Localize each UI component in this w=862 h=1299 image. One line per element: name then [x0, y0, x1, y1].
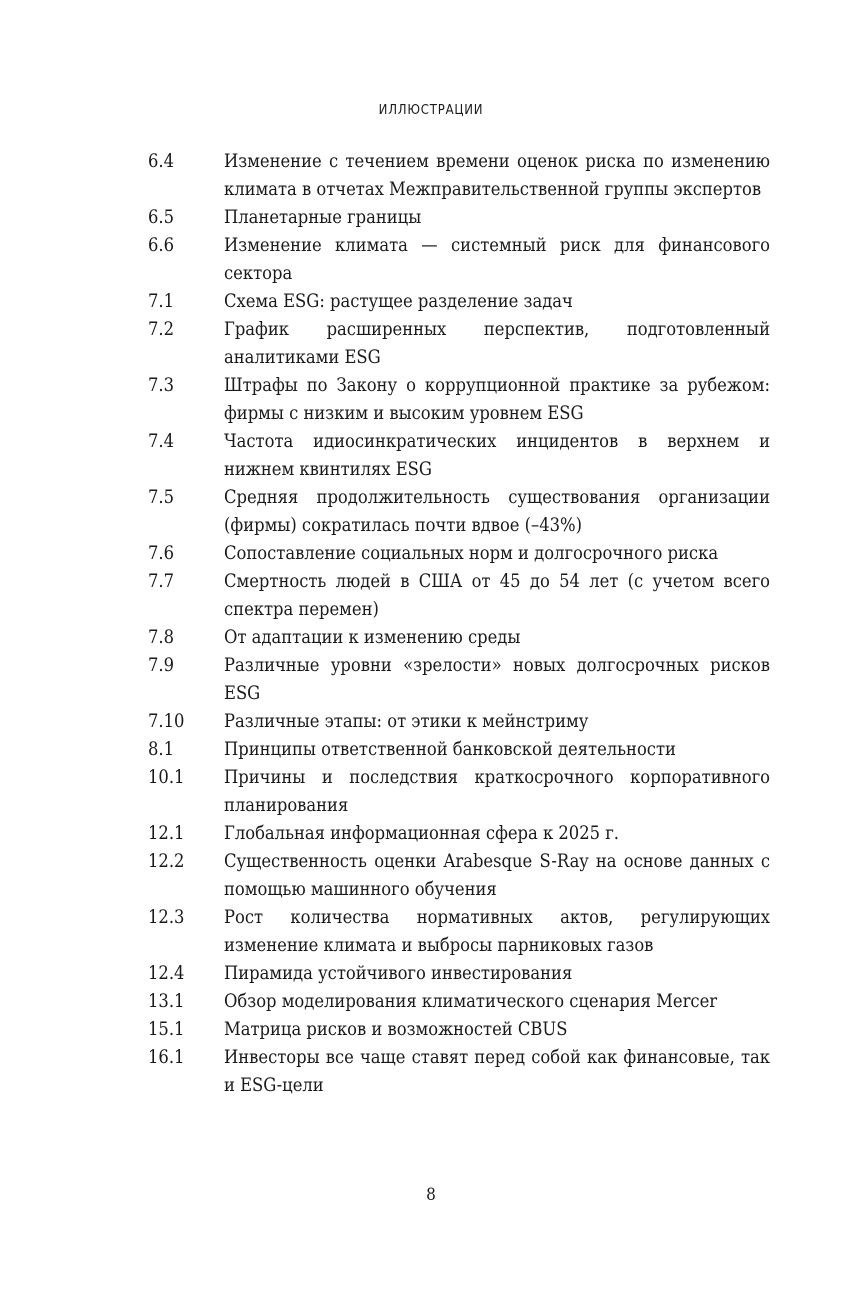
illustration-title: Планетарные границы — [224, 207, 422, 228]
list-item — [148, 764, 770, 820]
illustrations-list — [148, 148, 770, 1100]
list-item — [148, 204, 770, 232]
illustration-number: 6.6 — [148, 235, 175, 256]
list-item — [148, 484, 770, 540]
illustration-number: 16.1 — [148, 1047, 185, 1068]
illustration-title: Различные уровни «зрелости» новых долгосрочных рисков ESG — [224, 655, 770, 704]
illustration-number: 15.1 — [148, 1019, 185, 1040]
illustration-title: Существенность оценки Arabesque S-Ray на основе данных с помощью машинного обучения — [224, 851, 770, 900]
list-item — [148, 736, 770, 764]
illustration-title: Штрафы по Закону о коррупционной практике за рубежом: фирмы с низким и высоким уровнем ESG — [224, 375, 770, 424]
illustration-number: 10.1 — [148, 767, 185, 788]
list-item — [148, 1044, 770, 1100]
illustration-title: Глобальная информационная сфера к 2025 г. — [224, 823, 619, 844]
list-item — [148, 624, 770, 652]
illustration-number: 12.3 — [148, 907, 185, 928]
list-item — [148, 820, 770, 848]
illustration-title: Сопоставление социальных норм и долгосрочного риска — [224, 543, 719, 564]
illustration-title: Частота идиосинкратических инцидентов в верхнем и нижнем квинтилях ESG — [224, 431, 770, 480]
illustration-number: 7.4 — [148, 431, 175, 452]
list-item — [148, 232, 770, 288]
illustration-title: Инвесторы все чаще ставят перед собой как финансовые, так и ESG-цели — [224, 1047, 770, 1096]
illustration-number: 7.3 — [148, 375, 175, 396]
illustration-number: 7.8 — [148, 627, 175, 648]
illustration-title: Обзор моделирования климатического сценария Mercer — [224, 991, 718, 1012]
list-item — [148, 372, 770, 428]
illustration-number: 7.2 — [148, 319, 175, 340]
illustration-number: 13.1 — [148, 991, 185, 1012]
list-item — [148, 428, 770, 484]
illustration-number: 7.7 — [148, 571, 175, 592]
illustration-title: Смертность людей в США от 45 до 54 лет (с учетом всего спектра перемен) — [224, 571, 770, 620]
list-item — [148, 288, 770, 316]
illustration-title: График расширенных перспектив, подготовленный аналитиками ESG — [224, 319, 770, 368]
illustration-title: Различные этапы: от этики к мейнстриму — [224, 711, 589, 732]
illustration-title: От адаптации к изменению среды — [224, 627, 521, 648]
illustration-number: 12.4 — [148, 963, 185, 984]
illustration-title: Рост количества нормативных актов, регулирующих изменение климата и выбросы парниковых газов — [224, 907, 770, 956]
illustration-number: 7.5 — [148, 487, 175, 508]
page-number: 8 — [426, 1185, 436, 1205]
illustration-number: 6.4 — [148, 151, 175, 172]
list-item — [148, 568, 770, 624]
running-header: ИЛЛЮСТРАЦИИ — [378, 103, 484, 118]
list-item — [148, 316, 770, 372]
illustration-title: Изменение с течением времени оценок риска по изменению климата в отчетах Межправительственной группы экспертов — [224, 151, 770, 200]
illustration-title: Пирамида устойчивого инвестирования — [224, 963, 573, 984]
list-item — [148, 708, 770, 736]
illustration-number: 8.1 — [148, 739, 175, 760]
illustration-title: Схема ESG: растущее разделение задач — [224, 291, 573, 312]
illustration-number: 7.1 — [148, 291, 175, 312]
illustration-number: 7.10 — [148, 711, 185, 732]
illustration-number: 12.1 — [148, 823, 185, 844]
illustration-title: Матрица рисков и возможностей CBUS — [224, 1019, 568, 1040]
illustration-title: Принципы ответственной банковской деятельности — [224, 739, 676, 760]
illustration-title: Причины и последствия краткосрочного корпоративного планирования — [224, 767, 770, 816]
illustration-title: Средняя продолжительность существования организации (фирмы) сократилась почти вдвое (–43%) — [224, 487, 770, 536]
illustration-number: 7.9 — [148, 655, 175, 676]
list-item — [148, 1016, 770, 1044]
list-item — [148, 148, 770, 204]
list-item — [148, 988, 770, 1016]
list-item — [148, 652, 770, 708]
illustration-number: 12.2 — [148, 851, 185, 872]
list-item — [148, 540, 770, 568]
list-item — [148, 960, 770, 988]
list-item — [148, 848, 770, 904]
illustration-number: 6.5 — [148, 207, 175, 228]
illustration-title: Изменение климата — системный риск для финансового сектора — [224, 235, 770, 284]
list-item — [148, 904, 770, 960]
illustration-number: 7.6 — [148, 543, 175, 564]
